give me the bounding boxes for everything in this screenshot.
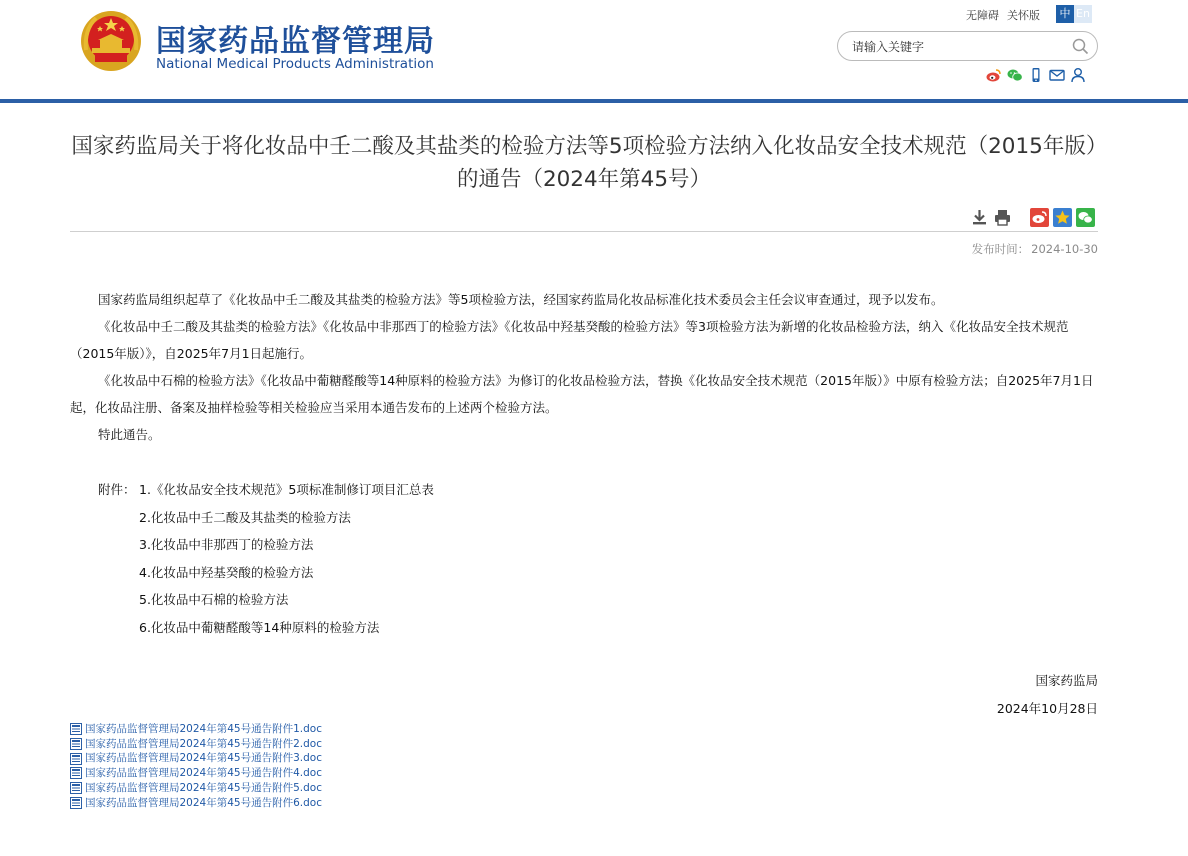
org-name-cn[interactable]: 国家药品监督管理局 xyxy=(156,24,435,59)
article-body xyxy=(70,286,1098,448)
article-tools xyxy=(970,208,1095,227)
doc-file-icon xyxy=(70,797,82,809)
utility-links xyxy=(966,7,1048,23)
doc-file-icon xyxy=(70,767,82,779)
file-link-1[interactable] xyxy=(70,722,322,737)
share-weibo-icon[interactable] xyxy=(1030,208,1049,227)
attachment-item: 5.化妆品中石棉的检验方法 xyxy=(139,592,289,607)
publish-date-label: 发布时间： xyxy=(971,242,1030,256)
file-link-2[interactable] xyxy=(70,737,322,752)
attachment-row xyxy=(98,504,434,532)
paragraph: 特此通告。 xyxy=(98,427,161,442)
doc-file-icon xyxy=(70,738,82,750)
paragraph: 国家药监局组织起草了《化妆品中壬二酸及其盐类的检验方法》等5项检验方法，经国家药监局化妆品标准化技术委员会主任会议审查通过，现予以发布。 xyxy=(98,292,944,307)
attachment-item: 2.化妆品中壬二酸及其盐类的检验方法 xyxy=(139,509,351,525)
attachment-item: 6.化妆品中葡糖醛酸等14种原料的检验方法 xyxy=(139,619,380,635)
mobile-icon[interactable] xyxy=(1028,67,1044,83)
publish-date xyxy=(970,241,1098,257)
attachment-row xyxy=(98,531,434,559)
publish-date-value: 2024-10-30 xyxy=(1031,242,1098,256)
signature-date: 2024年10月28日 xyxy=(996,701,1098,716)
social-links xyxy=(986,67,1086,83)
mail-icon[interactable] xyxy=(1049,67,1065,83)
accessibility-link[interactable]: 无障碍 xyxy=(966,9,999,22)
wechat-icon[interactable] xyxy=(1007,67,1023,83)
lang-chinese-button[interactable]: 中 xyxy=(1056,5,1074,23)
print-icon[interactable] xyxy=(993,208,1012,227)
file-link-label: 国家药品监督管理局2024年第45号通告附件6.doc xyxy=(85,796,322,809)
attachment-row xyxy=(98,559,434,587)
attachment-row xyxy=(98,586,434,614)
file-link-3[interactable] xyxy=(70,751,322,766)
share-wechat-icon[interactable] xyxy=(1076,208,1095,227)
attachment-row xyxy=(98,476,434,504)
search-icon[interactable] xyxy=(1072,38,1089,55)
download-files xyxy=(70,722,322,810)
file-link-label: 国家药品监督管理局2024年第45号通告附件1.doc xyxy=(85,723,322,735)
attachments-indent xyxy=(98,586,139,614)
search-input[interactable] xyxy=(852,38,1062,55)
file-link-label: 国家药品监督管理局2024年第45号通告附件2.doc xyxy=(85,737,322,750)
site-header xyxy=(0,0,1188,100)
attachments-label: 附件： xyxy=(98,482,136,497)
attachment-item: 1.《化妆品安全技术规范》5项标准制修订项目汇总表 xyxy=(139,482,434,497)
file-link-label: 国家药品监督管理局2024年第45号通告附件4.doc xyxy=(85,767,322,780)
share-favorite-icon[interactable] xyxy=(1053,208,1072,227)
weibo-icon[interactable] xyxy=(986,67,1002,83)
attachments-indent xyxy=(98,531,139,559)
user-icon[interactable] xyxy=(1070,67,1086,83)
doc-file-icon xyxy=(70,753,82,765)
attachments-list xyxy=(98,476,434,641)
search-box xyxy=(837,31,1098,61)
attachments-indent xyxy=(98,504,139,532)
paragraph: 《化妆品中壬二酸及其盐类的检验方法》《化妆品中非那西丁的检验方法》《化妆品中羟基癸酸的检验方法》等3项检验方法为新增的化妆品检验方法，纳入《化妆品安全技术规范（2015年版）》，自2025年7月1日起施行。 xyxy=(70,319,1069,361)
file-link-6[interactable] xyxy=(70,796,322,811)
attachment-row xyxy=(98,614,434,642)
doc-file-icon xyxy=(70,782,82,794)
org-name-en[interactable]: National Medical Products Administration xyxy=(156,56,434,72)
national-emblem-icon xyxy=(80,10,142,72)
attachments-indent xyxy=(98,614,139,642)
file-link-label: 国家药品监督管理局2024年第45号通告附件5.doc xyxy=(85,781,322,794)
elder-mode-link[interactable]: 关怀版 xyxy=(1007,9,1040,22)
download-icon[interactable] xyxy=(970,208,989,227)
header-divider xyxy=(0,99,1188,103)
file-link-4[interactable] xyxy=(70,766,322,781)
attachments-indent xyxy=(98,559,139,587)
language-switch xyxy=(1056,5,1092,23)
paragraph: 《化妆品中石棉的检验方法》《化妆品中葡糖醛酸等14种原料的检验方法》为修订的化妆品检验方法，替换《化妆品安全技术规范（2015年版）》中原有检验方法；自2025年7月1日起，化妆品注册、备案及抽样检验等相关检验应当采用本通告发布的上述两个检验方法。 xyxy=(70,373,1094,415)
file-link-5[interactable] xyxy=(70,781,322,796)
title-divider xyxy=(70,231,1098,232)
attachment-item: 4.化妆品中羟基癸酸的检验方法 xyxy=(139,564,314,580)
attachment-item: 3.化妆品中非那西丁的检验方法 xyxy=(139,537,314,552)
signature-org: 国家药监局 xyxy=(1035,673,1098,688)
article-title: 国家药监局关于将化妆品中壬二酸及其盐类的检验方法等5项检验方法纳入化妆品安全技术规范（2015年版）的通告（2024年第45号） xyxy=(71,134,1097,192)
lang-english-button[interactable]: En xyxy=(1074,5,1092,23)
file-link-label: 国家药品监督管理局2024年第45号通告附件3.doc xyxy=(85,752,322,765)
doc-file-icon xyxy=(70,723,82,735)
signature-block xyxy=(997,667,1098,723)
